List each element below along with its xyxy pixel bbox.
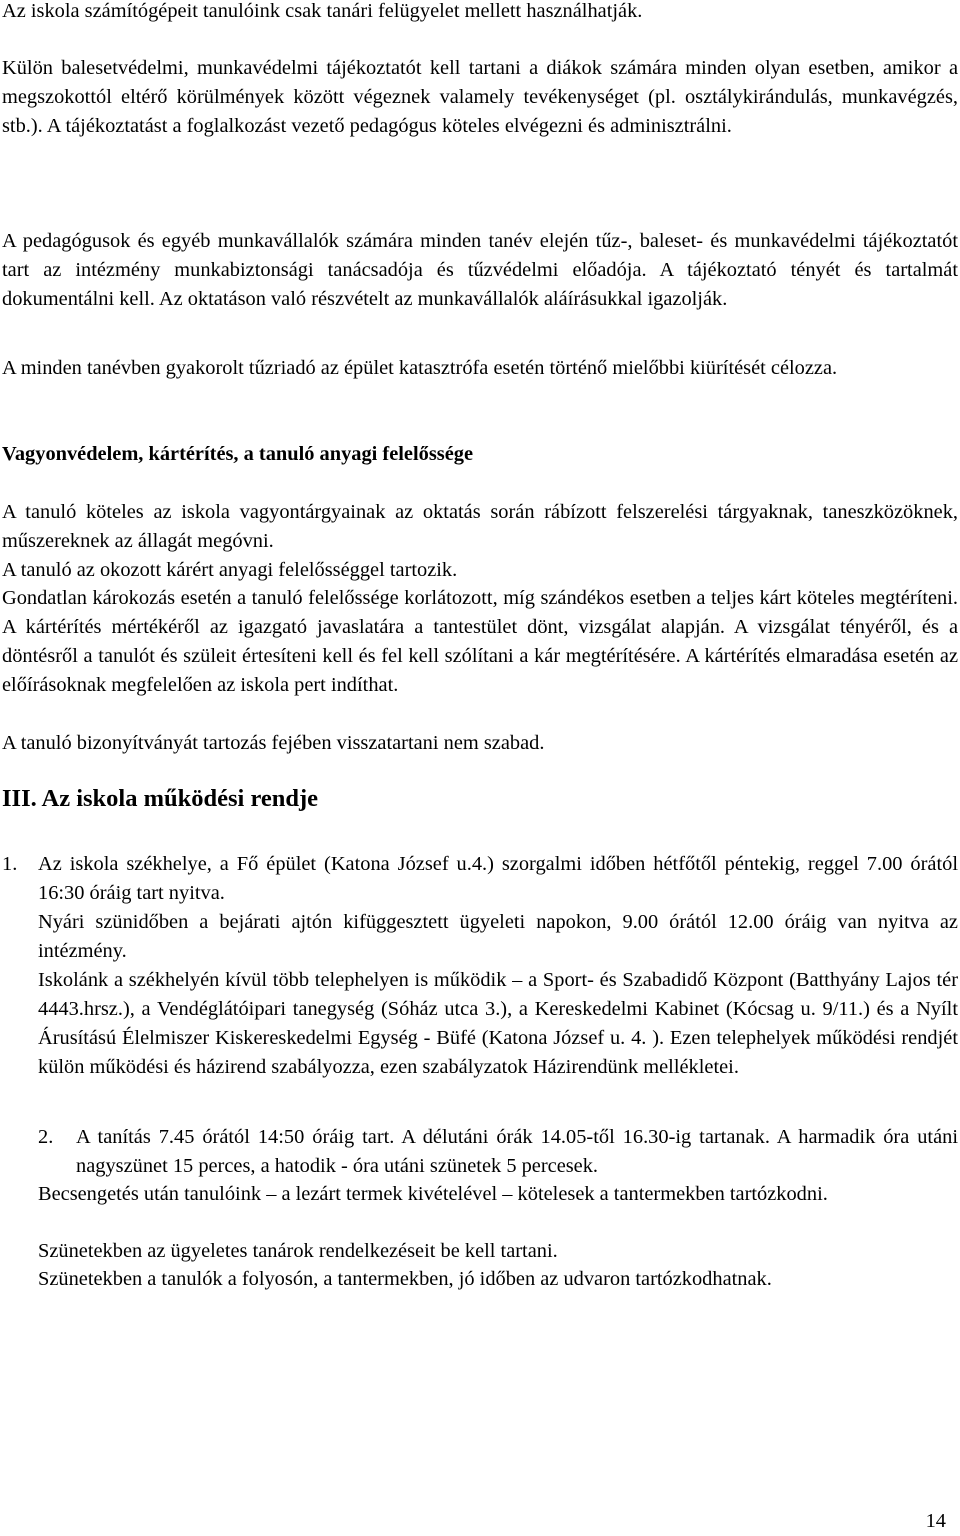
- paragraph-property-care: A tanuló köteles az iskola vagyontárgyainak az oktatás során rábízott felszerelési tárgyaknak, taneszközöknek, műszereknek az állagát megóvni.: [2, 501, 958, 552]
- paragraph-staff-briefing: A pedagógusok és egyéb munkavállalók számára minden tanév elején tűz-, baleset- és munkavédelmi tájékoztatót tart az intézmény munkabiztonsági tanácsadója és tűzvédelmi előadója. A tájékoztató tényét és tartalmát dokumentálni kell. Az oktatáson való részvételt az munkavállalók aláírásukkal igazolják.: [2, 230, 958, 310]
- paragraph-teaching-hours: A tanítás 7.45 órától 14:50 óráig tart. A délutáni órák 14.05-től 16.30-ig tartanak. A harmadik óra utáni nagyszünet 15 perces, a hatodik - óra utáni szünetek 5 percesek.: [76, 1126, 958, 1177]
- paragraph-property-liability: A tanuló az okozott kárért anyagi felelősséggel tartozik.: [2, 559, 458, 581]
- heading-property-protection: Vagyonvédelem, kártérítés, a tanuló anyagi felelőssége: [2, 443, 474, 465]
- paragraph-damage-compensation: Gondatlan károkozás esetén a tanuló felelőssége korlátozott, míg szándékos esetben a teljes kárt köteles megtéríteni. A kártérítés mértékéről az igazgató javaslatára a tantestület dönt, vizsgálat alapján. A vizsgálat tényéről, és a döntésről a tanulót és szüleit értesíteni kell és fel kell szólítani a kár megtérítésére. A kártérítés elmaradása esetén az előírásoknak megfelelően az iskola pert indíthat.: [2, 587, 958, 696]
- section-heading: III. Az iskola működési rendje: [2, 785, 319, 812]
- list-item-2: [2, 1123, 958, 1181]
- page-number: 14: [925, 1510, 946, 1532]
- paragraph-sites: Iskolánk a székhelyén kívül több telephelyen is működik – a Sport- és Szabadidő Központ (Batthyány Lajos tér 4443.hrsz.), a Vendéglátóipari tanegység (Sóház utca 3.), a Kereskedelmi Kabinet (Kócsag u. 9/11.) és a Nyílt Árusítású Élelmiszer Kiskereskedelmi Egység - Büfé (Katona József u. 4. ). Ezen telephelyek működési rendjét külön működési és házirend szabályozza, ezen szabályzatok Házirendünk mellékletei.: [38, 969, 958, 1078]
- paragraph-fire-drill: A minden tanévben gyakorolt tűzriadó az épület katasztrófa esetén történő mielőbbi kiürítését célozza.: [2, 357, 838, 379]
- paragraph-safety-briefing: Külön balesetvédelmi, munkavédelmi tájékoztatót kell tartani a diákok számára minden olyan esetben, amikor a megszokottól eltérő körülmények között végeznek valamely tevékenységet (pl. osztálykirándulás, munkavégzés, stb.). A tájékoztatást a foglalkozást vezető pedagógus köteles elvégezni és adminisztrálni.: [2, 57, 958, 137]
- paragraph-break-duty: Szünetekben az ügyeletes tanárok rendelkezéseit be kell tartani.: [38, 1240, 558, 1262]
- paragraph-certificate: A tanuló bizonyítványát tartozás fejében visszatartani nem szabad.: [2, 732, 545, 754]
- list-item-number: 1.: [2, 853, 18, 875]
- list-item-number: 2.: [38, 1126, 54, 1148]
- paragraph-break-location: Szünetekben a tanulók a folyosón, a tantermekben, jó időben az udvaron tartózkodhatnak.: [38, 1268, 772, 1290]
- list-item-1: [2, 850, 958, 1082]
- paragraph-bell-rule: Becsengetés után tanulóink – a lezárt termek kivételével – kötelesek a tantermekben tartózkodni.: [38, 1183, 828, 1205]
- paragraph-opening-hours: Az iskola székhelye, a Fő épület (Katona József u.4.) szorgalmi időben hétfőtől péntekig, reggel 7.00 órától 16:30 óráig tart nyitva.: [38, 853, 958, 904]
- paragraph-summer-hours: Nyári szünidőben a bejárati ajtón kifüggesztett ügyeleti napokon, 9.00 órától 12.00 óráig van nyitva az intézmény.: [38, 911, 958, 962]
- intro-line: Az iskola számítógépeit tanulóink csak tanári felügyelet mellett használhatják.: [2, 0, 643, 22]
